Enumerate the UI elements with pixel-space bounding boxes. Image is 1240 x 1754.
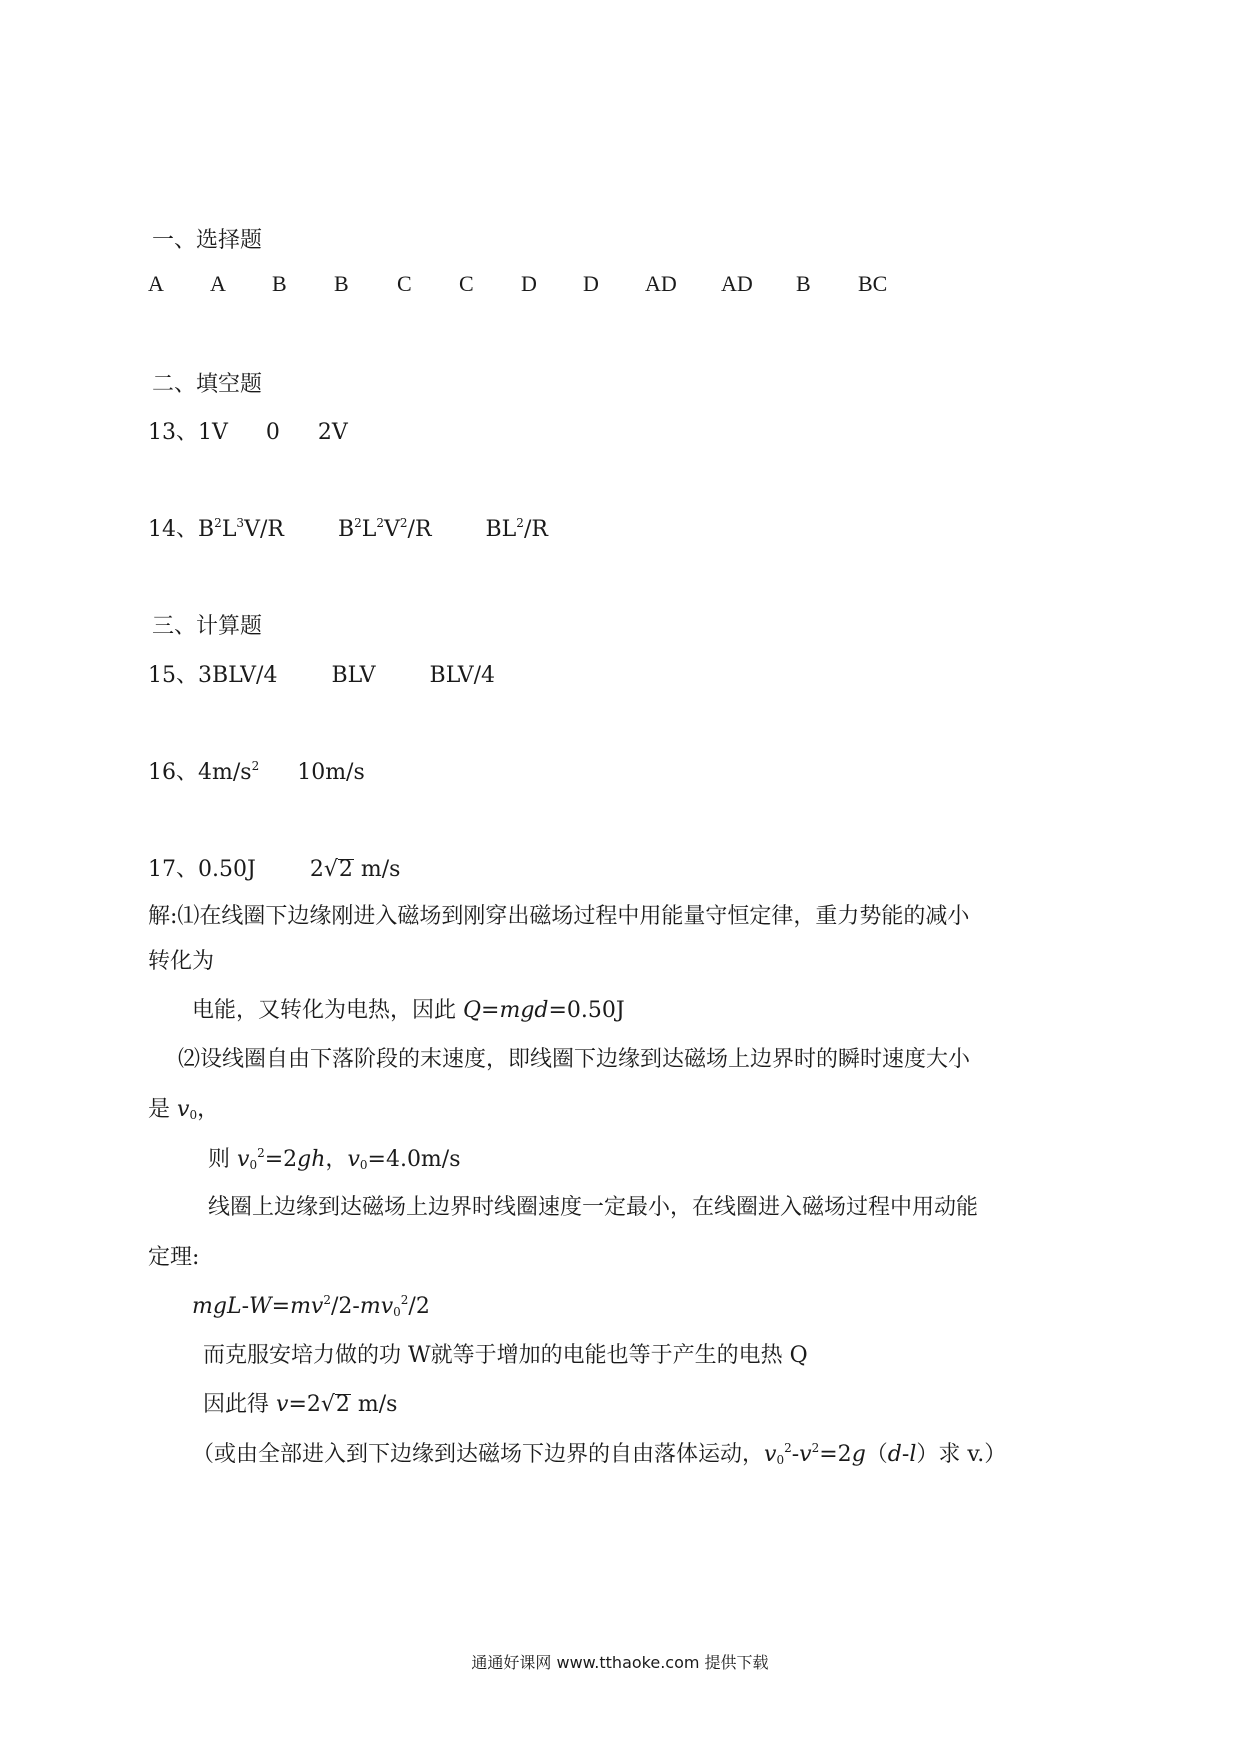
q13-c: 2V (317, 420, 348, 445)
solution-line-7: 线圈上边缘到达磁场上边界时线圈速度一定最小，在线圈进入磁场过程中用动能 (208, 1195, 979, 1220)
footer-text: 通通好课网 www.tthaoke.com 提供下载 (471, 1653, 769, 1672)
mc-answer-9: AD (645, 271, 677, 296)
solution-line-12: （或由全部进入到下边缘到达磁场下边界的自由落体运动，$v_0^2-v^2=2g(d-l)$求 v.） (192, 1441, 1007, 1467)
solution-line-12-suffix: 求 v.） (938, 1442, 1007, 1467)
solution-line-9: mgL-$W=mv^2/2-mv_0^2/2$ (192, 1293, 430, 1319)
solution-line-3-text: 电能，又转化为电热，因此 (192, 998, 463, 1023)
q14-c: $BL^2/R$ (485, 516, 548, 542)
mc-answer-3: B (272, 271, 287, 296)
q16-a: 4m/s (198, 760, 252, 785)
q13-number: 13、 (148, 420, 198, 445)
q15-b: BLV (331, 663, 376, 688)
solution-line-4: ⑵设线圈自由下落阶段的末速度，即线圈下边缘到达磁场上边界时的瞬时速度大小 (178, 1047, 971, 1072)
mc-answer-7: D (521, 271, 537, 296)
solution-line-11: 因此得 v=2√2 m/s (203, 1390, 397, 1420)
q14-b: $B^2L^2V^2/R$ (337, 516, 432, 542)
mc-answer-6: C (459, 271, 474, 296)
solution-line-3-eq: Q=mgd (463, 998, 549, 1023)
q16-b: 10m/s (297, 760, 365, 785)
mc-answer-10: AD (721, 271, 753, 296)
answer-15 (148, 661, 495, 691)
section-1-title: 一、选择题 (152, 228, 263, 253)
q17-a: 0.50J (198, 857, 256, 882)
mc-answer-11: B (796, 271, 811, 296)
q16-a-exponent: 2 (251, 759, 260, 773)
mc-answer-8: D (583, 271, 599, 296)
answer-14 (148, 515, 548, 545)
q13-b: 0 (265, 420, 280, 445)
section-3-title: 三、计算题 (152, 614, 263, 639)
solution-line-3-value: =0.50J (548, 998, 625, 1023)
answer-13 (148, 418, 348, 448)
sqrt-symbol: √2 (320, 1392, 350, 1417)
q14-a: $B^2L^3V/R$ (198, 516, 284, 542)
q15-c: BLV/4 (429, 663, 495, 688)
solution-line-12-prefix: （或由全部进入到下边缘到达磁场下边界的自由落体运动， (192, 1442, 765, 1467)
q16-number: 16、 (148, 760, 198, 785)
solution-line-11-prefix: 因此得 (203, 1392, 276, 1417)
answer-17 (148, 855, 400, 885)
q17-b-radicand: 2 (338, 857, 353, 882)
mc-answer-4: B (334, 271, 349, 296)
q17-b-unit: m/s (353, 857, 401, 882)
answer-16 (148, 758, 365, 788)
sqrt-symbol: √2 (323, 857, 353, 882)
q15-number: 15、 (148, 663, 198, 688)
solution-line-11-unit: m/s (350, 1392, 398, 1417)
section-2-title: 二、填空题 (152, 372, 263, 397)
mc-answer-5: C (397, 271, 412, 296)
q15-a: 3BLV/4 (198, 663, 278, 688)
q13-a: 1V (198, 420, 228, 445)
q14-number: 14、 (148, 517, 198, 542)
mc-answer-12: BC (858, 271, 888, 296)
mc-answer-1: A (148, 271, 164, 296)
mc-answer-2: A (210, 271, 226, 296)
solution-line-5-text: 是 (148, 1097, 177, 1122)
q17-b-coefficient: 2 (309, 857, 324, 882)
solution-line-3 (192, 996, 625, 1026)
solution-line-5: 是 $v_0$， (148, 1097, 220, 1122)
q17-number: 17、 (148, 857, 198, 882)
solution-line-6-result: =4.0m/s (367, 1147, 461, 1172)
solution-line-2: 转化为 (148, 949, 215, 974)
solution-line-6-prefix: 则 (208, 1147, 237, 1172)
solution-line-6: 则 $v_0^2=2gh$，$v_0=4.0m/s$ (208, 1146, 461, 1172)
solution-line-8: 定理: (148, 1245, 200, 1270)
solution-line-10: 而克服安培力做的功 W就等于增加的电能也等于产生的电热 Q (203, 1343, 808, 1368)
solution-line-1: 解:⑴在线圈下边缘刚进入磁场到刚穿出磁场过程中用能量守恒定律，重力势能的减小 (148, 904, 970, 929)
